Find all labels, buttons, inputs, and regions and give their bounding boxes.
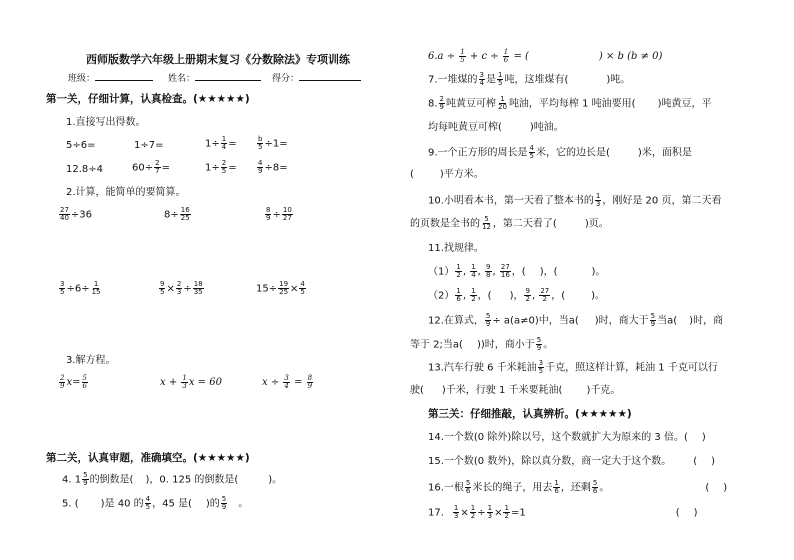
question-15: 15.一个数(0 数外)，除以真分数，商一定大于这个数。 ( ) [428,456,716,467]
question-5: 5. ( )是 40 的 $\frac{4}{5}$ ，45 是( )的 $\frac{5}{9}$ 。 [62,495,249,511]
question-2: 2.计算，能简单的要简算。 [66,187,186,198]
question-11: 11.找规律。 [428,243,484,254]
calc2-c: $\frac{8}{9}$ ÷ $\frac{10}{27}$ [266,206,292,222]
question-8-line1: 8. $\frac{2}{9}$ 吨黄豆可榨 $\frac{1}{20}$ 吨油，平均每榨 1 吨油要用( )吨黄豆，平 [428,95,712,111]
calc2-d: $\frac{3}{5}$ ÷6÷ $\frac{1}{15}$ [60,280,101,296]
calc-b5-div-1: $\frac{b}{5}$ ÷1= [258,135,288,151]
calc-1div-2-5: 1÷ $\frac{2}{5}$ = [205,159,237,175]
question-11-2: （2） $\frac{1}{6}$ , $\frac{1}{2}$ ，( )， $\frac{9}{2}$ , $\frac{27}{2}$ ，( )。 [428,287,606,303]
question-7: 7.一堆煤的 $\frac{3}{4}$ 是 $\frac{1}{5}$ 吨，这堆煤有( )吨。 [428,71,631,87]
question-12-line2: 等于 2;当a( ))时，商小于 $\frac{5}{9}$ 。 [410,336,554,352]
question-12-line1: 12.在算式， $\frac{5}{9}$ ÷ a(a≠0)中，当a( )时，商大于 $\frac{5}{9}$ 当a( )时，商 [428,312,724,328]
calc-1div-1-4: 1÷ $\frac{1}{4}$ = [205,135,237,151]
question-13-line1: 13.汽车行驶 6 千米耗油 $\frac{3}{5}$ 千克，照这样计算，耗油 1 千克可以行 [428,359,718,375]
equation-c: x ÷ $\frac{3}{4}$ = $\frac{8}{9}$ [262,374,313,390]
calc-60div-2-7: 60÷ $\frac{2}{7}$ = [132,159,170,175]
section-2-title: 第二关，认真审题，准确填空。(★★★★★) [46,452,250,464]
question-9-line1: 9.一个正方形的周长是 $\frac{4}{5}$ 米，它的边长是( )米，面积是 [428,144,692,160]
calc2-a: $\frac{27}{40}$ ÷36 [60,206,93,222]
question-9-line2: ( )平方米。 [410,169,484,180]
equation-a: $\frac{2}{9}$ x= $\frac{5}{6}$ [60,374,87,390]
class-field: 班级： [68,74,153,85]
calc-5div6: 5÷6= [66,140,96,151]
calc2-b: 8÷ $\frac{16}{25}$ [164,206,190,222]
page-title: 西师版数学六年级上册期末复习《分数除法》专项训练 [86,53,350,66]
calc-4-9-div-8: $\frac{4}{9}$ ÷8= [258,159,288,175]
question-14: 14.一个数(0 除外)除以号，这个数就扩大为原来的 3 倍。( ) [428,432,706,443]
question-13-line2: 驶( )千米，行驶 1 千米要耗油( )千克。 [410,385,621,396]
question-8-line2: 均每吨黄豆可榨( )吨油。 [428,122,564,133]
name-field: 姓名： [168,74,261,85]
section-1-title: 第一关，仔细计算，认真检查。(★★★★★) [46,93,250,105]
question-1: 1.直接写出得数。 [66,117,146,128]
section-3-title: 第三关：仔细推敲，认真辨析。(★★★★★) [428,408,632,420]
calc-1div7: 1÷7= [134,140,164,151]
equation-b: x + $\frac{1}{3}$ x = 60 [160,374,222,390]
question-10-line1: 10.小明看本书，第一天看了整本书的 $\frac{1}{3}$ ，刚好是 20 页，第二天看 [428,192,722,208]
question-6: 6.a ÷ $\frac{1}{5}$ + c ÷ $\frac{1}{6}$ = ( ) × b (b ≠ 0) [428,48,663,64]
calc2-e: $\frac{9}{5}$ × $\frac{2}{3}$ ÷ $\frac{18}{35}$ [160,280,203,296]
question-16: 16.一根 $\frac{5}{6}$ 米长的绳子，用去 $\frac{1}{6}$ ，还剩 $\frac{5}{6}$ 。 ( ) [428,479,728,495]
question-17: 17. $\frac{1}{3}$ × $\frac{1}{2}$ ÷ $\frac{1}{3}$ × $\frac{1}{2}$ =1 ( ) [428,504,698,520]
calc-12-8div4: 12.8÷4 [66,164,104,175]
question-11-1: （1） $\frac{1}{2}$ , $\frac{1}{4}$ , $\frac{9}{8}$ , $\frac{27}{16}$ ，( )，( )。 [428,263,606,279]
question-10-line2: 的页数是全书的 $\frac{5}{12}$ ，第二天看了( )页。 [410,215,609,231]
calc2-f: 15÷ $\frac{19}{25}$ × $\frac{4}{5}$ [256,280,305,296]
question-4: 4. 1 $\frac{5}{9}$ 的倒数是( )，0. 125 的倒数是( )。 [62,471,283,487]
question-3: 3.解方程。 [66,355,116,366]
score-field: 得分： [272,74,361,85]
